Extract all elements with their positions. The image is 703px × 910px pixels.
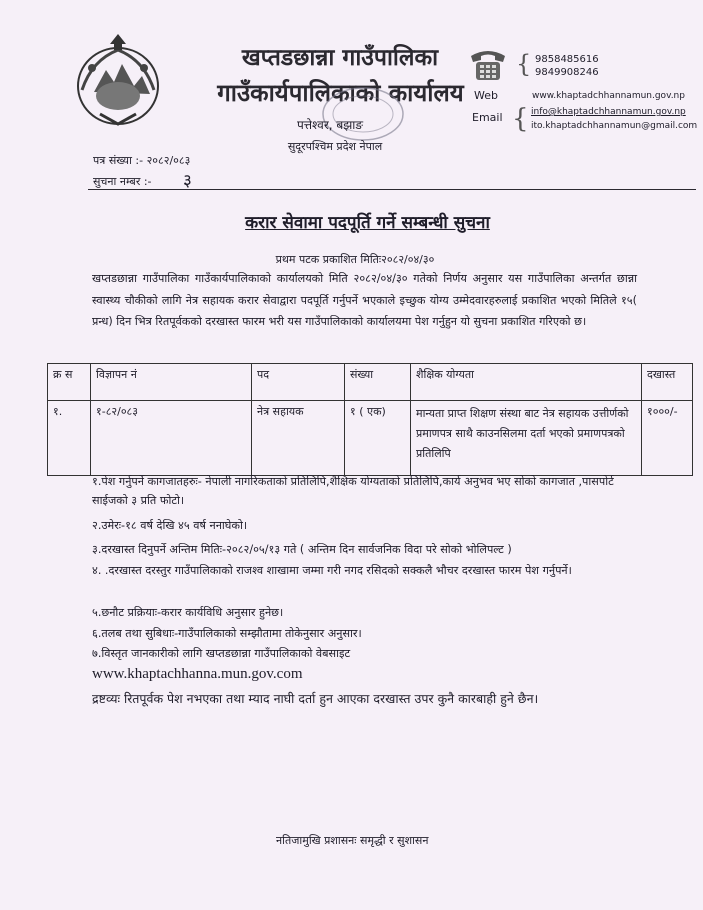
office-stamp-icon bbox=[318, 82, 408, 146]
instruction-item: २.उमेरः-१८ वर्ष देखि ४५ वर्ष ननाघेको। bbox=[92, 519, 248, 532]
instruction-item: ६.तलब तथा सुबिधाः-गाउँपालिकाको सम्झौतामा तोकेनुसार अनुसार। bbox=[92, 627, 362, 640]
table-header-row bbox=[48, 364, 693, 401]
municipality-title: खप्तडछान्ना गाउँपालिका bbox=[241, 45, 439, 71]
instruction-item: ४. .दरखास्त दरस्तुर गाउँपालिकाको राजश्व शाखामा जम्मा गरी नगद रसिदको सक्कलै भौचर दरखास्त फारम पेश गर्नुपर्ने। bbox=[92, 564, 572, 577]
letter-number: पत्र संख्या :- २०८२/०८३ bbox=[93, 154, 191, 167]
cell-fee: १०००/- bbox=[642, 401, 693, 476]
municipality-website-link[interactable]: www.khaptachhanna.mun.gov.com bbox=[92, 666, 303, 682]
phone-number-2: 9849908246 bbox=[535, 67, 599, 78]
col-header-sn: क्र स bbox=[48, 364, 91, 401]
instruction-item: १.पेश गर्नुपर्ने कागजातहरुः- नेपाली नागरिकताको प्रतिलिपि,शैक्षिक योग्यताको प्रतिलिपि,कार्य अनुभव भए सोको कागजात ,पासपोर्ट साईजको ३ प्रति फोटो। bbox=[92, 475, 614, 507]
col-header-qualification: शैक्षिक योग्यता bbox=[411, 364, 642, 401]
web-label: Web bbox=[474, 89, 498, 102]
cell-post: नेत्र सहायक bbox=[252, 401, 345, 476]
cell-count: १ ( एक) bbox=[345, 401, 411, 476]
office-title: गाउँकार्यपालिकाको कार्यालय bbox=[217, 79, 464, 107]
email-link-secondary[interactable]: ito.khaptadchhannamun@gmail.com bbox=[531, 121, 698, 131]
email-label: Email bbox=[472, 111, 503, 124]
telephone-icon bbox=[467, 46, 509, 82]
notice-paragraph: खप्तडछान्ना गाउँपालिका गाउँकार्यपालिकाको कार्यालयको मिति २०८२/०४/३० गतेको निर्णय अनुसार यस गाउँपालिका अन्तर्गत छान्ना स्वास्थ्य चौकीको लागि नेत्र सहायक करार सेवाद्वारा पदपूर्ति गर्नुपर्ने भएकाले इच्छुक योग्य उम्मेदवारहरुलाई प्रकाशित भएको मितिले १५( प्रन्ध) दिन भित्र रितपूर्वकको दरखास्त फारम भरी यस गाउँपालिकाको कार्यालयमा पेश गर्नुहुन यो सुचना प्रकाशित गरिएको छ। bbox=[92, 272, 637, 328]
col-header-ad-no: विज्ञापन नं bbox=[91, 364, 252, 401]
notice-number-label: सुचना नम्बर :- bbox=[93, 175, 152, 188]
email-link-primary[interactable]: info@khaptadchhannamun.gov.np bbox=[531, 107, 686, 117]
important-note: द्रष्टव्यः रितपूर्वक पेश नभएका तथा म्याद नाघी दर्ता हुन आएका दरखास्त उपर कुनै कारबाही हुने छैन। bbox=[92, 691, 539, 706]
vacancy-table bbox=[47, 363, 693, 476]
nepal-emblem-icon bbox=[72, 30, 164, 130]
notice-number-value: ३ bbox=[183, 171, 192, 191]
phone-number-1: 9858485616 bbox=[535, 54, 599, 65]
office-location: पत्तेश्वर, बझाङ bbox=[296, 118, 364, 132]
notice-heading: करार सेवामा पदपूर्ति गर्ने सम्बन्धी सुचना bbox=[245, 213, 490, 233]
col-header-fee: दखास्त bbox=[642, 364, 693, 401]
cell-sn: १. bbox=[48, 401, 91, 476]
instruction-item: ३.दरखास्त दिनुपर्ने अन्तिम मितिः-२०८२/०५/१३ गते ( अन्तिम दिन सार्वजनिक विदा परे सोको भोलिपल्ट ) bbox=[92, 543, 512, 556]
website-link[interactable]: www.khaptadchhannamun.gov.np bbox=[532, 91, 685, 101]
instruction-item: ७.विस्तृत जानकारीको लागि खप्तडछान्ना गाउँपालिकाको वेबसाइट bbox=[92, 647, 351, 660]
header-divider bbox=[88, 189, 696, 190]
cell-ad-no: १-८२/०८३ bbox=[91, 401, 252, 476]
cell-qualification: मान्यता प्राप्त शिक्षण संस्था बाट नेत्र सहायक उत्तीर्णको प्रमाणपत्र साथै काउनसिलमा दर्ता भएको प्रमाणपत्रको प्रतिलिपि bbox=[411, 401, 642, 476]
col-header-count: संख्या bbox=[345, 364, 411, 401]
footer-slogan: नतिजामुखि प्रशासनः समृद्धी र सुशासन bbox=[276, 834, 429, 847]
instruction-item: ५.छनौट प्रक्रियाः-करार कार्यविधि अनुसार हुनेछ। bbox=[92, 606, 284, 619]
col-header-post: पद bbox=[252, 364, 345, 401]
phone-brace: { bbox=[516, 50, 532, 78]
table-row bbox=[48, 401, 693, 476]
email-brace: { bbox=[512, 104, 529, 134]
published-date: प्रथम पटक प्रकाशित मितिः२०८२/०४/३० bbox=[275, 253, 435, 266]
province-name: सुदूरपश्चिम प्रदेश नेपाल bbox=[287, 140, 383, 153]
